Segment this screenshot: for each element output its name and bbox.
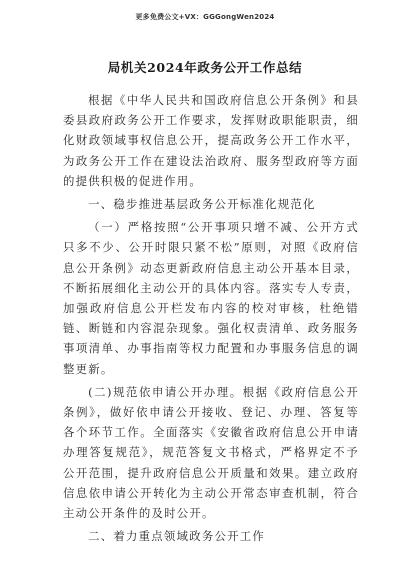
document-body [63,90,359,546]
intro-paragraph: 根据《中华人民共和国政府信息公开条例》和县委县政府政务公开工作要求，发挥财政职能职责，细化财政领域事权信息公开，提高政务公开工作水平，为政务公开工作在建设法治政府、服务型政府等方面的提供积极的促进作用。 [63,93,359,188]
page-title: 局机关2024年政务公开工作总结 [107,60,303,75]
section-heading-1: 一、稳步推进基层政务公开标准化规范化 [88,197,316,212]
subsection-paragraph-1: （一）严格按照“公开事项只增不减、公开方式只多不少、公开时限只紧不松”原则，对照《政府信息公开条例》动态更新政府信息主动公开基本目录，不断拓展细化主动公开的具体内容。落实专人专责，加强政府信息公开栏发布内容的校对审核，杜绝错链、断链和内容混杂现象。强化权责清单、政务服务事项清单、办事指南等权力配置和办事服务信息的调整更新。 [63,220,359,376]
subsection-paragraph-2: (二)规范依申请公开办理。根据《政府信息公开条例》，做好依申请公开接收、登记、办理、答复等各个环节工作。全面落实《安徽省政府信息公开申请办理答复规范》，规范答复文书格式，严格界定不予公开范围，提升政府信息公开质量和效果。建立政府信息依申请公开转化为主动公开常态审查机制，符合主动公开条件的及时公开。 [63,384,359,521]
header-note: 更多免费公文+VX：GGGongWen2024 [135,13,275,21]
section-heading-2: 二、着力重点领域政务公开工作 [88,529,266,544]
